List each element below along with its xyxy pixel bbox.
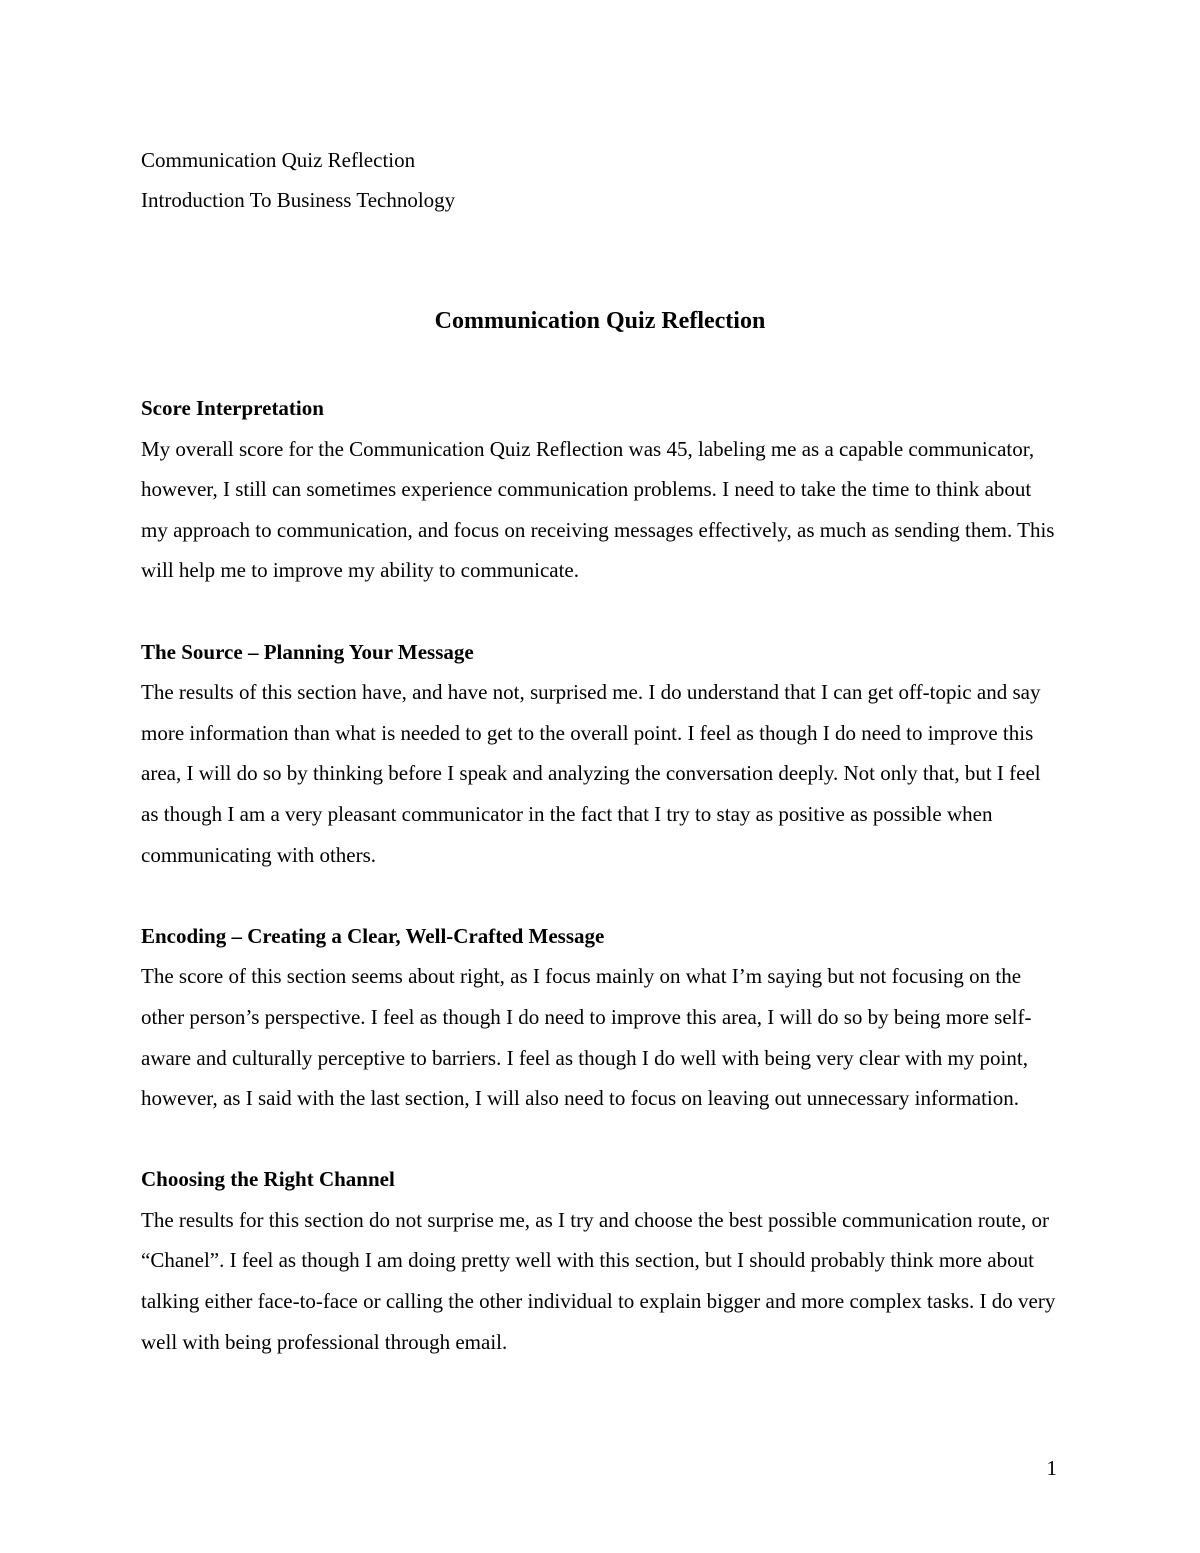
section-choosing-channel [141,1159,1061,1362]
document-body [141,388,1061,1403]
section-heading: Score Interpretation [141,396,324,420]
header-title-line: Communication Quiz Reflection [141,148,416,172]
section-the-source [141,632,1061,876]
section-heading: Choosing the Right Channel [141,1167,395,1192]
document-title: Communication Quiz Reflection [434,308,766,334]
section-paragraph: My overall score for the Communication Quiz Reflection was 45, labeling me as a capable communicator, however, I still can sometimes experience communication problems. I need to take the time to think about my approach to communication, and focus on receiving messages effectively, as much as sending them. This will help me to improve my ability to communicate. [141,436,1055,583]
section-paragraph: The score of this section seems about right, as I focus mainly on what I’m saying but not focusing on the other person’s perspective. I feel as though I do need to improve this area, I will do so by being more self-aware and culturally perceptive to barriers. I feel as though I do well with being very clear with my point, however, as I said with the last section, I will also need to focus on leaving out unnecessary information. [141,964,1032,1111]
section-heading: The Source – Planning Your Message [141,639,474,664]
document-header [141,140,455,220]
section-heading: Encoding – Creating a Clear, Well-Crafted Message [141,923,605,948]
section-score-interpretation [141,388,1061,591]
section-encoding [141,916,1061,1119]
header-course-line: Introduction To Business Technology [141,188,456,212]
page-number: 1 [1046,1456,1057,1480]
section-paragraph: The results of this section have, and have not, surprised me. I do understand that I can get off-topic and say more information than what is needed to get to the overall point. I feel as though I do need to improve this area, I will do so by thinking before I speak and analyzing the conversation deeply. Not only that, but I feel as though I am a very pleasant communicator in the fact that I try to stay as positive as possible when communicating with others. [141,680,1041,867]
section-paragraph: The results for this section do not surprise me, as I try and choose the best possible communication route, or “Chanel”. I feel as though I am doing pretty well with this section, but I should probably think more about talking either face-to-face or calling the other individual to explain bigger and more complex tasks. I do very well with being professional through email. [141,1207,1056,1354]
